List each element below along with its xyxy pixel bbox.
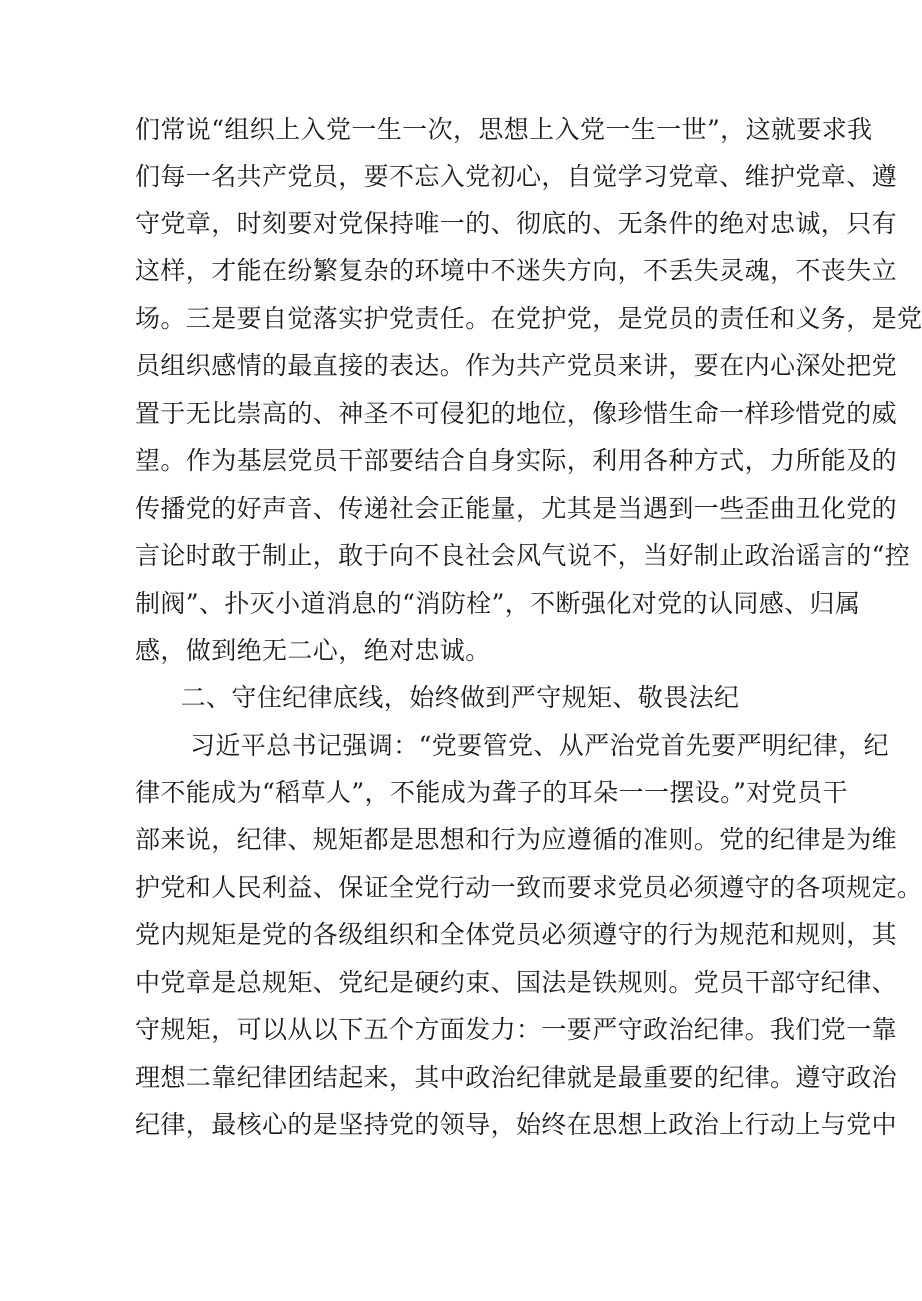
body-line: 们每一名共产党员，要不忘入党初心，自觉学习党章、维护党章、遵 (135, 162, 898, 191)
body-line: 感，做到绝无二心，绝对忠诚。 (135, 636, 491, 665)
body-line: 护党和人民利益、保证全党行动一致而要求党员必须遵守的各项规定。 (135, 873, 922, 902)
body-line: 理想二靠纪律团结起来，其中政治纪律就是最重要的纪律。遵守政治 (135, 1063, 898, 1092)
body-line: 制阀”、扑灭小道消息的“消防栓”，不断强化对党的认同感、归属 (135, 589, 861, 618)
body-line: 部来说，纪律、规矩都是思想和行为应遵循的准则。党的纪律是为维 (135, 825, 898, 854)
body-line: 望。作为基层党员干部要结合自身实际，利用各种方式，力所能及的 (135, 446, 898, 475)
body-line: 言论时敢于制止，敢于向不良社会风气说不，当好制止政治谣言的“控 (135, 541, 911, 570)
section-heading: 二、守住纪律底线，始终做到严守规矩、敬畏法纪 (180, 683, 740, 712)
body-line: 纪律，最核心的是坚持党的领导，始终在思想上政治上行动上与党中 (135, 1110, 898, 1139)
body-line: 传播党的好声音、传递社会正能量，尤其是当遇到一些歪曲丑化党的 (135, 494, 898, 523)
body-line: 党内规矩是党的各级组织和全体党员必须遵守的行为规范和规则，其 (135, 920, 898, 949)
body-line: 守党章，时刻要对党保持唯一的、彻底的、无条件的绝对忠诚，只有 (135, 209, 898, 238)
body-line: 律不能成为“稻草人”，不能成为聋子的耳朵一一摆设。”对党员干 (135, 778, 848, 807)
body-line: 置于无比崇高的、神圣不可侵犯的地位，像珍惜生命一样珍惜党的威 (135, 399, 898, 428)
body-line: 们常说“组织上入党一生一次，思想上入党一生一世”，这就要求我 (135, 115, 873, 144)
body-line: 中党章是总规矩、党纪是硬约束、国法是铁规则。党员干部守纪律、 (135, 968, 898, 997)
body-line: 守规矩，可以从以下五个方面发力：一要严守政治纪律。我们党一靠 (135, 1015, 898, 1044)
body-line: 这样，才能在纷繁复杂的环境中不迷失方向，不丢失灵魂，不丧失立 (135, 256, 898, 285)
body-line: 场。三是要自觉落实护党责任。在党护党，是党员的责任和义务，是党 (135, 304, 922, 333)
body-line: 习近平总书记强调：“党要管党、从严治党首先要严明纪律，纪 (190, 731, 889, 760)
body-line: 员组织感情的最直接的表达。作为共产党员来讲，要在内心深处把党 (135, 351, 898, 380)
